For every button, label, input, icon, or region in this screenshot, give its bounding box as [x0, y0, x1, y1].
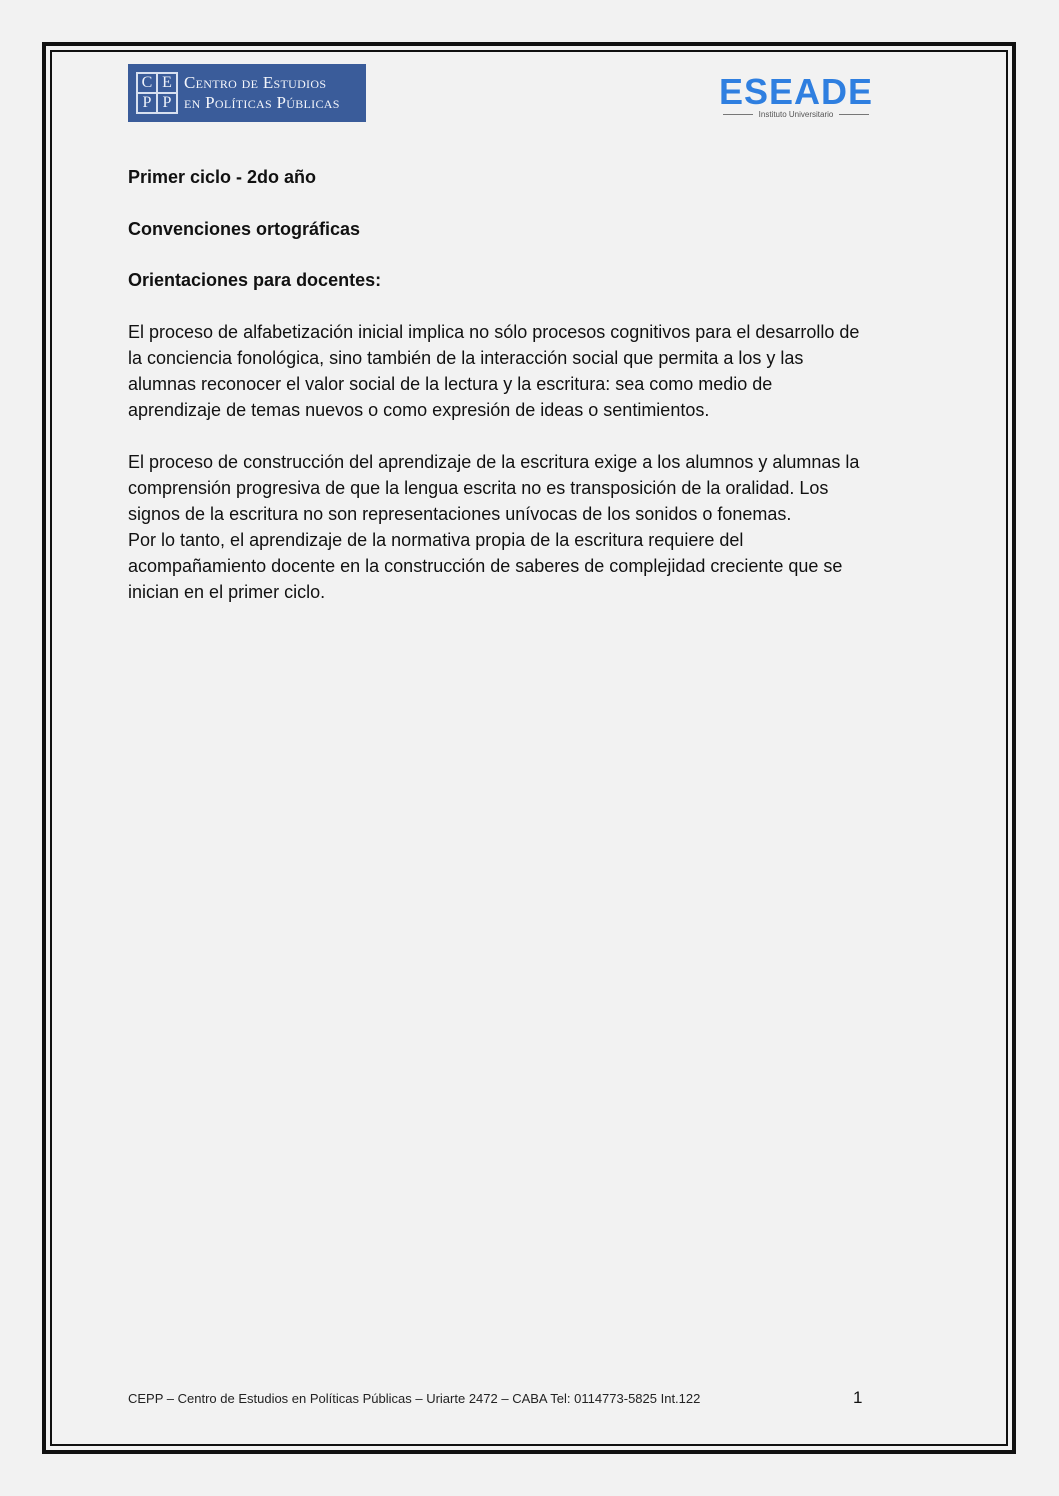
- paragraph-2: [128, 449, 928, 605]
- cepp-logo: [128, 64, 366, 122]
- divider: [723, 114, 753, 115]
- teacher-guidance-title: Orientaciones para docentes:: [128, 270, 382, 290]
- page-number: 1: [853, 1388, 863, 1407]
- page-border-inner: [50, 50, 1008, 1446]
- cepp-letter: P: [157, 93, 177, 113]
- text-line: la conciencia fonológica, sino también de la interacción social que permita a los y las: [128, 348, 804, 368]
- text-line: alumnas reconocer el valor social de la lectura y la escritura: sea como medio de: [128, 374, 773, 394]
- page-footer: CEPP – Centro de Estudios en Políticas Públicas – Uriarte 2472 – CABA Tel: 0114773-5825 Int.122: [128, 1391, 701, 1406]
- cepp-letter: C: [137, 73, 157, 93]
- cepp-logo-mark: [136, 72, 178, 114]
- eseade-logo: [716, 72, 876, 124]
- divider: [839, 114, 869, 115]
- eseade-logo-name: ESEADE: [718, 71, 874, 112]
- text-line: El proceso de construcción del aprendizaje de la escritura exige a los alumnos y alumnas la: [128, 452, 860, 472]
- cepp-logo-text: [184, 73, 340, 113]
- text-line: comprensión progresiva de que la lengua escrita no es transposición de la oralidad. Los: [128, 478, 829, 498]
- paragraph-1: [128, 319, 928, 423]
- cepp-logo-line2: en Políticas Públicas: [184, 93, 340, 112]
- cepp-letter: E: [157, 73, 177, 93]
- cepp-letter: P: [137, 93, 157, 113]
- text-line: acompañamiento docente en la construcción de saberes de complejidad creciente que se: [128, 556, 843, 576]
- text-line: inician en el primer ciclo.: [128, 582, 326, 602]
- topic-title: Convenciones ortográficas: [128, 219, 361, 239]
- text-line: aprendizaje de temas nuevos o como expresión de ideas o sentimientos.: [128, 400, 710, 420]
- cepp-logo-line1: Centro de Estudios: [184, 73, 327, 92]
- text-line: Por lo tanto, el aprendizaje de la normativa propia de la escritura requiere del: [128, 530, 744, 550]
- section-title: Primer ciclo - 2do año: [128, 167, 317, 187]
- eseade-logo-subtitle: Instituto Universitario: [758, 110, 834, 119]
- text-line: signos de la escritura no son representaciones unívocas de los sonidos o fonemas.: [128, 504, 792, 524]
- text-line: El proceso de alfabetización inicial implica no sólo procesos cognitivos para el desarrollo de: [128, 322, 860, 342]
